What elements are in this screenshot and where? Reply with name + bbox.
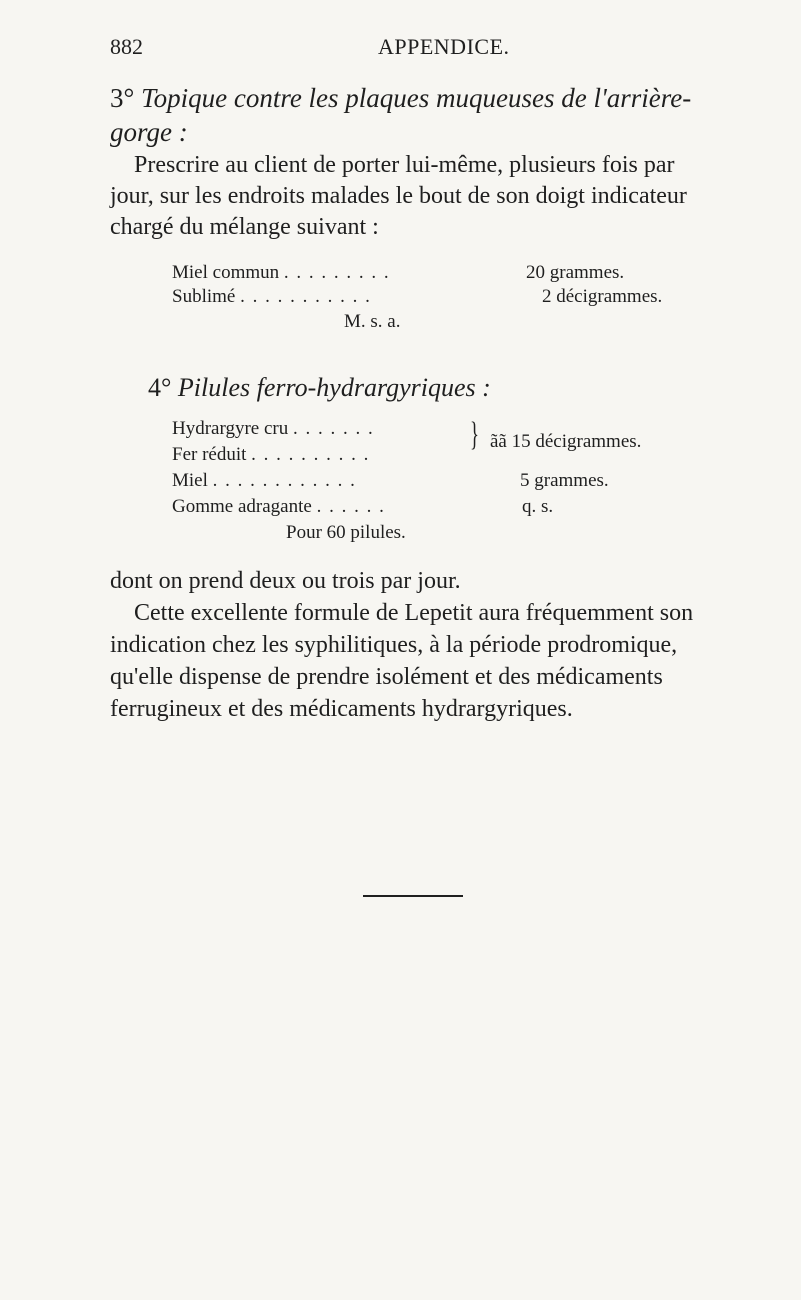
rx3-row-2 <box>172 286 371 308</box>
section-3-title-line2: gorge : <box>110 117 188 147</box>
section-4-text-line-3: indication chez les syphilitiques, à la période prodromique, <box>110 632 678 658</box>
section-4-text-line-4: qu'elle dispense de prendre isolément et des médicaments <box>110 664 663 690</box>
section-4-title-text: Pilules ferro-hydrargyriques : <box>177 373 491 402</box>
section-4-text-line-5: ferrugineux et des médicaments hydrargyriques. <box>110 696 573 722</box>
end-rule <box>363 895 463 897</box>
section-3-text-line-1: Prescrire au client de porter lui-même, plusieurs fois par <box>134 152 675 178</box>
rx3-dots-2: . . . . . . . . . . . <box>240 286 372 307</box>
rx4-ingredient-2: Fer réduit <box>172 444 247 465</box>
rx3-ingredient-2: Sublimé <box>172 286 236 307</box>
page-header <box>0 32 801 62</box>
rx4-dots-4: . . . . . . <box>316 496 386 517</box>
rx4-row-1 <box>172 418 374 440</box>
rx4-row-3 <box>172 470 356 492</box>
rx4-dose-4: q. s. <box>522 496 554 517</box>
rx3-instruction: M. s. a. <box>344 311 401 332</box>
section-3-title-cont <box>110 116 188 150</box>
section-3-title <box>110 82 691 116</box>
section-3-title-line1: Topique contre les plaques muqueuses de l'arrière- <box>141 83 692 113</box>
rx3-dose-2: 2 décigrammes. <box>542 286 663 307</box>
section-3-number: 3° <box>110 83 135 113</box>
rx3-dots-1: . . . . . . . . . <box>283 262 391 283</box>
rx4-dots-1: . . . . . . . <box>293 418 375 439</box>
rx4-dose-3: 5 grammes. <box>520 470 609 491</box>
rx4-row-2 <box>172 444 370 466</box>
section-4-text-line-2: Cette excellente formule de Lepetit aura fréquemment son <box>134 600 694 626</box>
rx3-row-1 <box>172 262 390 284</box>
section-3-text-line-2: jour, sur les endroits malades le bout de son doigt indicateur <box>110 183 687 209</box>
rx4-ingredient-1: Hydrargyre cru <box>172 418 289 439</box>
rx4-ingredient-3: Miel <box>172 470 208 491</box>
section-4-number: 4° <box>148 373 172 402</box>
rx4-shared-dose: ãã 15 décigrammes. <box>490 431 642 452</box>
rx4-yield: Pour 60 pilules. <box>286 522 406 543</box>
rx3-ingredient-1: Miel commun <box>172 262 280 283</box>
rx4-ingredient-4: Gomme adragante <box>172 496 312 517</box>
running-head: APPENDICE. <box>378 34 510 59</box>
rx4-dots-3: . . . . . . . . . . . . <box>212 470 357 491</box>
section-4-text-line-1: dont on prend deux ou trois par jour. <box>110 568 461 594</box>
rx4-dots-2: . . . . . . . . . . <box>251 444 370 465</box>
rx4-row-4 <box>172 496 385 518</box>
rx3-dose-1: 20 grammes. <box>526 262 625 283</box>
brace: } <box>470 416 479 453</box>
page-number: 882 <box>110 34 143 59</box>
section-4-title <box>148 372 491 405</box>
section-3-text-line-3: chargé du mélange suivant : <box>110 214 379 240</box>
